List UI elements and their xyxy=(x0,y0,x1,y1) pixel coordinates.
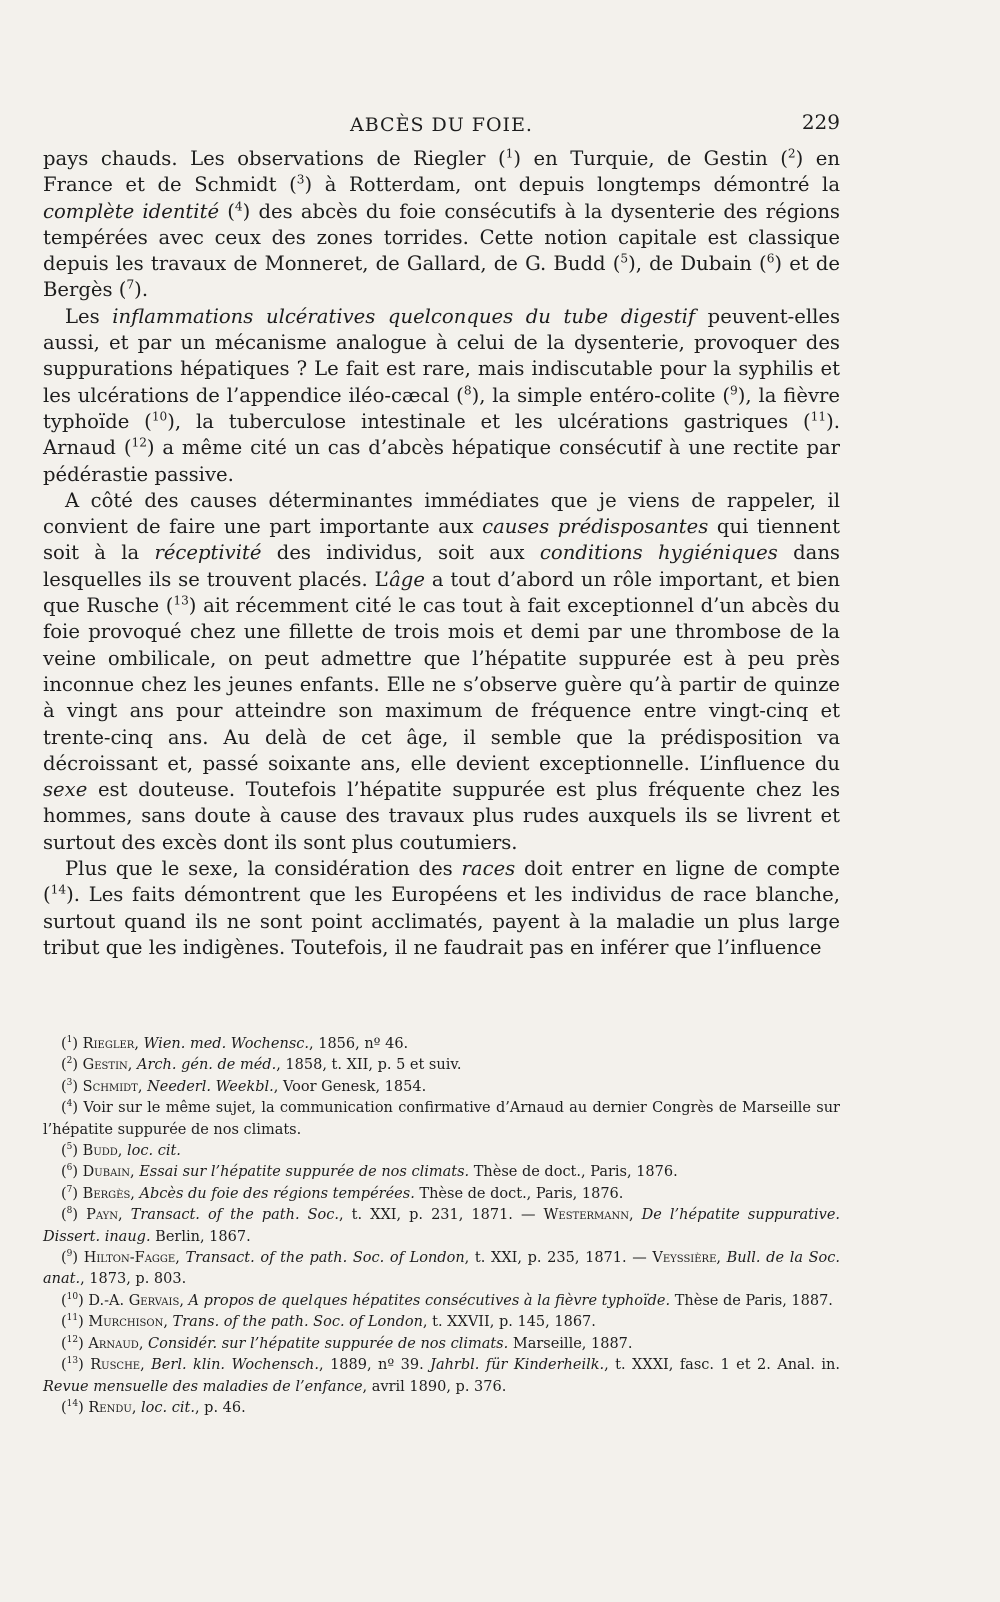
footnote-ref: 6 xyxy=(766,251,775,266)
text-run: ) à Rotterdam, ont depuis longtemps démontré la xyxy=(304,173,841,197)
italic-text: De l’hépatite suppurative. Dissert. inaug. xyxy=(43,1207,841,1245)
footnote-number: ($^{12}$) xyxy=(61,1334,89,1352)
text-run: ), la tuberculose intestinale et les ulcérations gastriques ( xyxy=(167,409,811,433)
text-run: qui tiennent soit à la xyxy=(43,515,840,565)
text-run: ) en France et de Schmidt ( xyxy=(43,147,841,197)
text-run: ), la simple entéro-colite ( xyxy=(471,383,731,407)
footnote-number: ($^7$) xyxy=(61,1185,83,1202)
paragraph xyxy=(43,146,840,304)
text-run: ), de Dubain ( xyxy=(628,252,767,276)
text-run: , xyxy=(179,1292,189,1309)
italic-text: Bull. de la Soc. anat. xyxy=(43,1250,841,1288)
text-run: Voir sur le même sujet, la communication confirmative d’Arnaud au dernier Congrès de Marseille sur l’hépatite suppurée de nos climats. xyxy=(43,1100,840,1138)
footnote-number: ($^{10}$) xyxy=(61,1292,89,1309)
author-name: Hilton-Fagge xyxy=(83,1250,176,1267)
text-run: , avril 1890, p. 376. xyxy=(362,1378,507,1395)
text-run: , xyxy=(175,1250,186,1267)
paragraph xyxy=(43,488,840,856)
footnote xyxy=(43,1334,840,1355)
running-header xyxy=(43,110,840,140)
footnote-number: ($^6$) xyxy=(61,1163,83,1181)
text-run: , 1856, nº 46. xyxy=(309,1036,409,1052)
italic-text: A propos de quelques hépatites consécutives à la fièvre typhoïde. xyxy=(188,1292,671,1309)
italic-text: Abcès du foie des régions tempérées. xyxy=(139,1185,415,1202)
footnote-ref: 11 xyxy=(810,409,827,424)
footnote xyxy=(43,1034,840,1055)
text-run: A côté des causes déterminantes immédiates que je viens de rappeler, il convient de faire une part importante aux xyxy=(43,488,840,539)
italic-text: Essai sur l’hépatite suppurée de nos climats. xyxy=(139,1164,470,1181)
footnote xyxy=(43,1355,840,1398)
footnote-ref: 1 xyxy=(505,146,514,161)
text-run: , xyxy=(629,1207,642,1224)
text-run: , xyxy=(130,1185,140,1202)
footnote-ref: 14 xyxy=(50,882,67,897)
text-run: ) et de Bergès ( xyxy=(43,252,841,302)
italic-text: races xyxy=(461,857,516,881)
italic-text: conditions hygiéniques xyxy=(539,541,778,565)
text-run: , 1889, nº 39. xyxy=(319,1357,431,1374)
text-run: ). xyxy=(134,278,149,302)
italic-text: Trans. of the path. Soc. of London xyxy=(172,1314,423,1331)
italic-text: réceptivité xyxy=(154,541,262,565)
italic-text: complète identité xyxy=(43,199,220,223)
text-run: , xyxy=(137,1078,148,1095)
paragraph xyxy=(43,856,840,961)
footnote-number: ($^{14}$) xyxy=(61,1399,89,1416)
text-run: Thèse de doct., Paris, 1876. xyxy=(414,1185,624,1202)
text-run: ). Arnaud ( xyxy=(43,409,840,460)
italic-text: Wien. med. Wochensc. xyxy=(143,1036,309,1052)
footnote-ref: 7 xyxy=(126,277,135,292)
italic-text: âge xyxy=(389,567,425,591)
text-run: Berlin, 1867. xyxy=(150,1228,251,1245)
footnote-ref: 10 xyxy=(151,409,168,424)
author-name: Arnaud xyxy=(88,1335,139,1352)
text-run: D.-A. xyxy=(88,1292,129,1309)
text-run: , 1858, t. XII, p. 5 et suiv. xyxy=(276,1057,462,1074)
text-run: ) en Turquie, de Gestin ( xyxy=(513,147,788,170)
italic-text: Arch. gén. de méd. xyxy=(137,1057,277,1074)
footnote xyxy=(43,1098,840,1141)
italic-text: Revue mensuelle des maladies de l’enfance xyxy=(43,1378,363,1395)
text-run: , t. XXVII, p. 145, 1867. xyxy=(422,1314,596,1331)
footnote-ref: 12 xyxy=(131,435,147,450)
footnote xyxy=(43,1077,840,1098)
author-name: Veyssière xyxy=(652,1250,717,1267)
footnote xyxy=(43,1162,840,1183)
body-text xyxy=(43,146,840,961)
text-run: ) a même cité un cas d’abcès hépatique consécutif à une rectite par pédérastie passive. xyxy=(43,436,840,486)
footnote-ref: 9 xyxy=(730,383,738,398)
text-run: ), la fièvre typhoïde ( xyxy=(43,383,840,433)
text-run: , t. XXXI, fasc. 1 et 2. Anal. in. xyxy=(604,1357,840,1374)
author-name: Gervais xyxy=(128,1292,180,1309)
author-name: Dubain xyxy=(82,1164,130,1181)
italic-text: loc. cit. xyxy=(141,1399,195,1416)
text-run: dans lesquelles ils se trouvent placés. L’ xyxy=(43,541,840,591)
text-run: Plus que le sexe, la considération des xyxy=(65,857,462,881)
italic-text: Jahrbl. für Kinderheilk. xyxy=(430,1357,605,1374)
running-title: ABCÈS DU FOIE. xyxy=(350,114,533,136)
text-run: , xyxy=(118,1207,131,1224)
text-run: peuvent-elles aussi, et par un mécanisme analogue à celui de la dysenterie, provoquer des suppurations hépatiques ? Le fait est rare, mais indiscutable pour la syphilis et les ulcérations de l’appendice iléo-cæcal ( xyxy=(43,304,841,407)
text-run: a tout d’abord un rôle important, et bien que Rusche ( xyxy=(43,567,840,618)
footnote-number: ($^5$) xyxy=(61,1142,83,1160)
footnote xyxy=(43,1055,840,1076)
text-run: , 1873, p. 803. xyxy=(80,1271,187,1288)
text-run: , xyxy=(163,1314,173,1331)
footnote-number: ($^9$) xyxy=(61,1249,84,1267)
footnote-ref: 13 xyxy=(173,593,189,608)
author-name: Budd xyxy=(82,1143,118,1160)
footnote-ref: 5 xyxy=(620,251,629,266)
italic-text: Neederl. Weekbl. xyxy=(147,1078,274,1095)
footnote-number: ($^4$) xyxy=(61,1099,84,1117)
italic-text: loc. cit. xyxy=(127,1143,181,1160)
footnote-number: ($^{11}$) xyxy=(61,1313,89,1331)
paragraph xyxy=(43,304,840,488)
text-run: , xyxy=(117,1143,128,1160)
footnote-number: ($^1$) xyxy=(61,1035,83,1052)
text-run: Thèse de doct., Paris, 1876. xyxy=(469,1164,678,1181)
footnote-number: ($^8$) xyxy=(61,1206,87,1224)
text-run: , Voor Genesk, 1854. xyxy=(273,1078,427,1095)
text-run: , t. XXI, p. 235, 1871. — xyxy=(464,1250,653,1267)
footnote-ref: 3 xyxy=(296,172,305,187)
page-number: 229 xyxy=(801,110,840,134)
author-name: Schmidt xyxy=(82,1078,138,1095)
footnote xyxy=(43,1312,840,1333)
text-run: Les xyxy=(65,304,113,328)
author-name: Rendu xyxy=(88,1399,132,1416)
author-name: Gestin xyxy=(82,1057,128,1074)
text-run: ) ait récemment cité le cas tout à fait exceptionnel d’un abcès du foie provoqué chez une fillette de trois mois et demi par une thrombose de la veine ombilicale, on peut admettre que l’hépatite suppurée est à peu près inconnue chez les jeunes enfants. Elle ne s’observe guère qu’à partir de quinze à vingt ans pour atteindre son maximum de fréquence entre vingt-cinq et trente-cinq ans. Au delà de cet âge, il semble que la prédisposition va décroissant et, passé soixante ans, elle devient exceptionnelle. L’influence du xyxy=(43,594,840,775)
italic-text: Considér. sur l’hépatite suppurée de nos climats. xyxy=(148,1335,509,1352)
footnote-number: ($^2$) xyxy=(61,1056,83,1074)
text-run: , p. 46. xyxy=(194,1399,246,1416)
text-run: ). Les faits démontrent que les Européens et les individus de race blanche, surtout quand ils ne sont point acclimatés, payent à la maladie un plus large tribut que les indigènes. Toutefois, il ne faudrait pas en inférer que l’influence xyxy=(43,883,840,959)
text-run: ) des abcès du foie consécutifs à la dysenterie des régions tempérées avec ceux des zones torrides. Cette notion capitale est classique depuis les travaux de Monneret, de Gallard, de G. Budd ( xyxy=(43,199,840,276)
text-run: pays chauds. Les observations de Riegler ( xyxy=(43,147,506,170)
text-run: , xyxy=(138,1335,149,1352)
text-run: Thèse de Paris, 1887. xyxy=(670,1292,833,1309)
footnote-number: ($^3$) xyxy=(61,1077,83,1095)
text-run: , xyxy=(127,1057,137,1074)
footnote-ref: 8 xyxy=(463,383,472,398)
italic-text: Berl. klin. Wochensch. xyxy=(151,1357,320,1374)
italic-text: sexe xyxy=(43,778,88,802)
author-name: Rusche xyxy=(90,1357,141,1374)
author-name: Bergès xyxy=(82,1185,131,1202)
italic-text: inflammations ulcératives quelconques du tube digestif xyxy=(112,304,696,328)
author-name: Payn xyxy=(86,1207,119,1224)
text-run: , xyxy=(716,1250,727,1267)
text-run: , xyxy=(134,1036,144,1052)
footnotes xyxy=(43,1034,840,1419)
italic-text: Transact. of the path. Soc. of London xyxy=(185,1250,465,1267)
text-run: doit entrer en ligne de compte ( xyxy=(43,857,840,907)
footnote-number: ($^{13}$) xyxy=(61,1356,91,1374)
author-name: Murchison xyxy=(88,1314,164,1331)
text-run: des individus, soit aux xyxy=(261,541,540,565)
footnote xyxy=(43,1291,840,1312)
text-run: , t. XXI, p. 231, 1871. — xyxy=(339,1207,544,1224)
italic-text: causes prédisposantes xyxy=(482,515,709,539)
footnote-ref: 2 xyxy=(787,146,796,161)
footnote-ref: 4 xyxy=(234,199,243,214)
text-run: , xyxy=(130,1164,140,1181)
text-run: , xyxy=(140,1357,152,1374)
text-run: Marseille, 1887. xyxy=(508,1335,633,1352)
author-name: Riegler xyxy=(82,1036,135,1052)
footnote xyxy=(43,1205,840,1248)
footnote xyxy=(43,1248,840,1291)
text-run: , xyxy=(131,1399,142,1416)
author-name: Westermann xyxy=(543,1207,630,1224)
text-run: est douteuse. Toutefois l’hépatite suppurée est plus fréquente chez les hommes, sans doute à cause des travaux plus rudes auxquels ils se livrent et surtout des excès dont ils sont plus coutumiers. xyxy=(43,778,840,854)
text-run: ( xyxy=(219,199,235,223)
italic-text: Transact. of the path. Soc. xyxy=(130,1207,340,1224)
footnote xyxy=(43,1398,840,1419)
footnote xyxy=(43,1184,840,1205)
footnote xyxy=(43,1141,840,1162)
